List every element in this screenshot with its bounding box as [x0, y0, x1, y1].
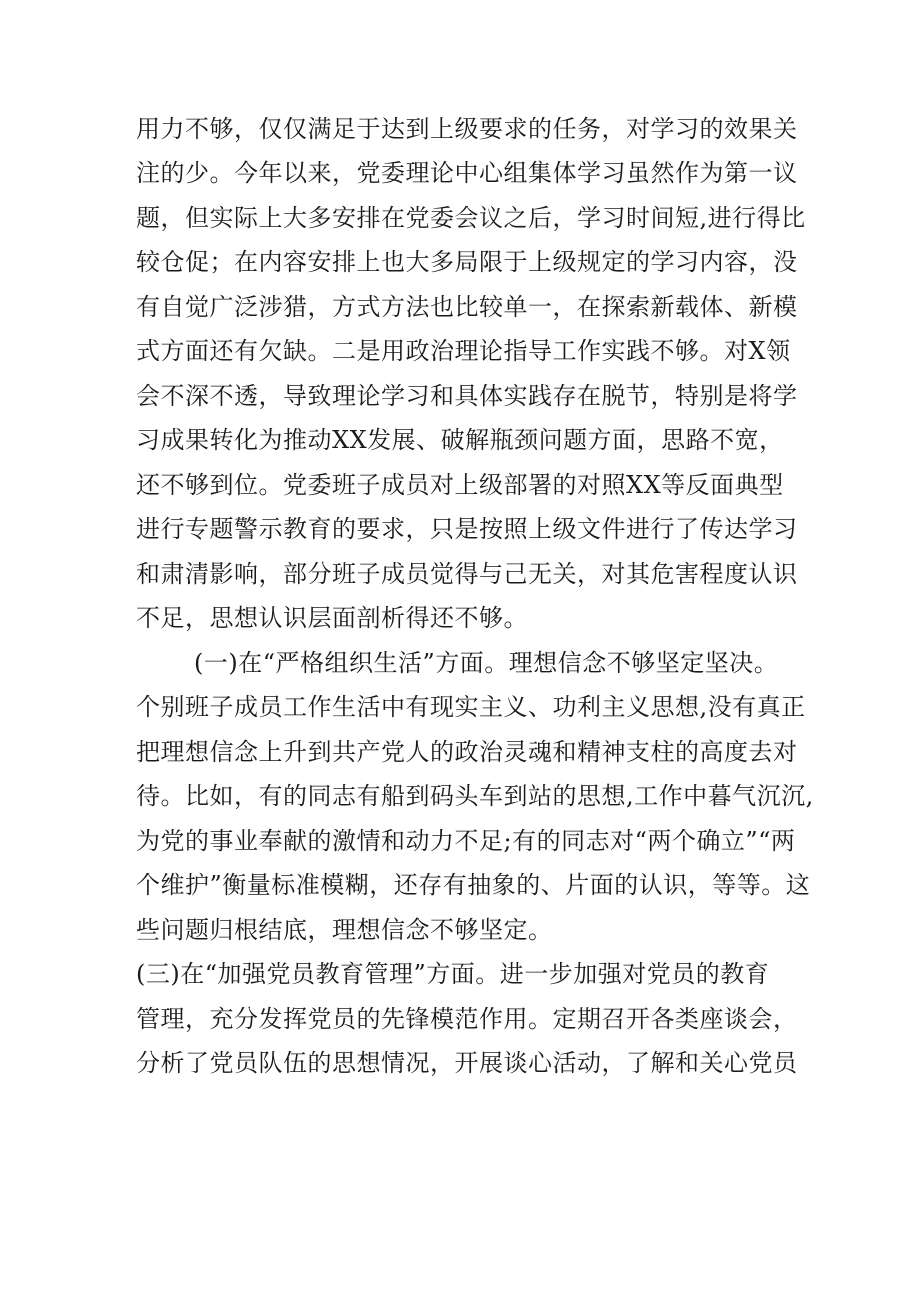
text-line-17: 为党的事业奉献的激情和动力不足;有的同志对“两个确立”“两 — [136, 827, 796, 855]
text-line-15: 把理想信念上升到共产党人的政治灵魂和精神支柱的高度去对 — [136, 738, 798, 766]
text-line-10: 进行专题警示教育的要求，只是按照上级文件进行了传达学习 — [136, 515, 798, 543]
text-line-11: 和肃清影响，部分班子成员觉得与己无关，对其危害程度认识 — [136, 560, 798, 588]
text-line-21: 管理，充分发挥党员的先锋模范作用。定期召开各类座谈会， — [136, 1005, 798, 1033]
text-line-16: 待。比如，有的同志有船到码头车到站的思想,工作中暮气沉沉, — [136, 782, 814, 810]
section-heading-member-education: (三)在“加强党员教育管理”方面。进一步加强对党员的教育 — [136, 960, 770, 988]
text-line-4: 较仓促；在内容安排上也大多局限于上级规定的学习内容，没 — [136, 248, 798, 276]
text-line-12: 不足，思想认识层面剖析得还不够。 — [136, 604, 528, 632]
text-line-6: 式方面还有欠缺。二是用政治理论指导工作实践不够。对X领 — [136, 337, 791, 365]
section-heading-strict-organization: (一)在“严格组织生活”方面。理想信念不够坚定坚决。 — [194, 649, 779, 677]
text-line-19: 些问题归根结底，理想信念不够坚定。 — [136, 916, 553, 944]
text-line-2: 注的少。今年以来，党委理论中心组集体学习虽然作为第一议 — [136, 159, 798, 187]
text-line-5: 有自觉广泛涉猎，方式方法也比较单一，在探索新载体、新模 — [136, 293, 798, 321]
text-line-7: 会不深不透，导致理论学习和具体实践存在脱节，特别是将学 — [136, 382, 798, 410]
text-line-18: 个维护”衡量标准模糊，还存有抽象的、片面的认识，等等。这 — [136, 871, 811, 899]
text-line-22: 分析了党员队伍的思想情况，开展谈心活动，了解和关心党员 — [136, 1049, 798, 1077]
text-line-8: 习成果转化为推动XX发展、破解瓶颈问题方面，思路不宽， — [136, 426, 784, 454]
text-line-14: 个别班子成员工作生活中有现实主义、功利主义思想,没有真正 — [136, 693, 806, 721]
text-line-3: 题，但实际上大多安排在党委会议之后，学习时间短,进行得比 — [136, 204, 806, 232]
text-line-1: 用力不够，仅仅满足于达到上级要求的任务，对学习的效果关 — [136, 115, 798, 143]
text-line-9: 还不够到位。党委班子成员对上级部署的对照XX等反面典型 — [136, 471, 784, 499]
